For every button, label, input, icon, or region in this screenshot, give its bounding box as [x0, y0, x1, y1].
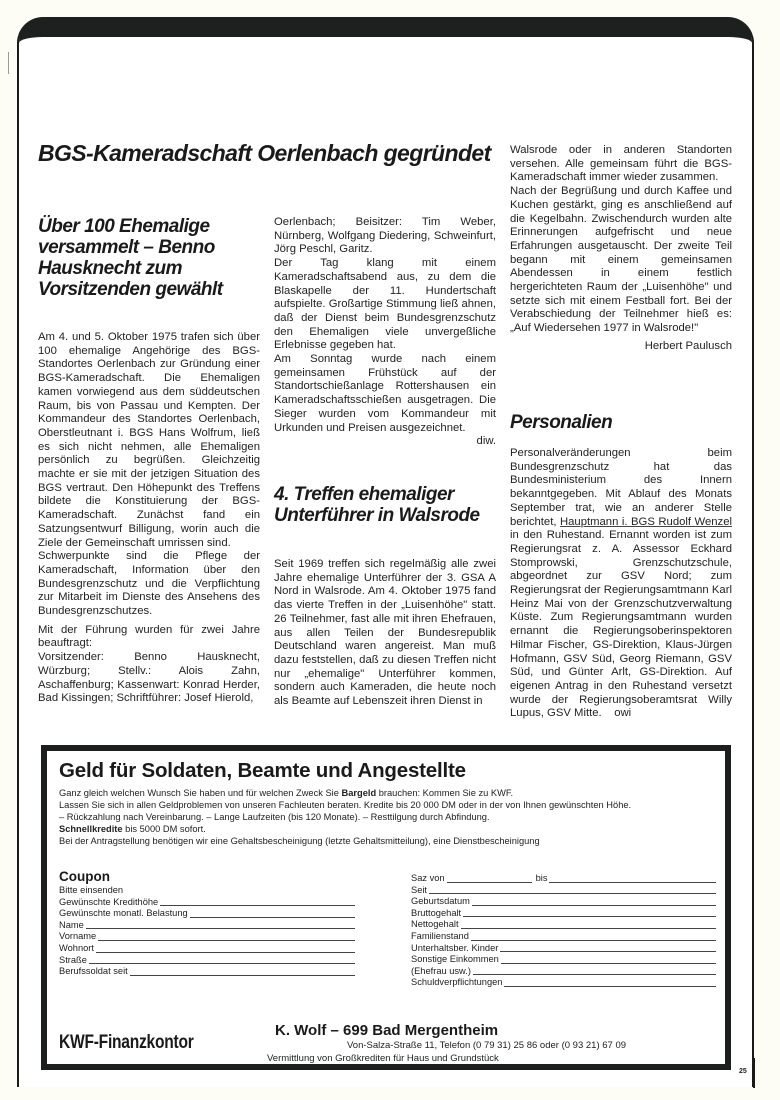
field-label: Straße	[59, 954, 87, 965]
author-signature: diw.	[476, 435, 496, 448]
field-line[interactable]	[473, 974, 716, 975]
field-line[interactable]	[471, 940, 716, 941]
field-label: Bruttogehalt	[411, 907, 462, 918]
coupon-field[interactable]	[59, 943, 355, 955]
article-title: BGS-Kameradschaft Oerlenbach gegründet	[38, 140, 491, 166]
field-label: Schuldverpflichtungen	[411, 977, 503, 988]
field-label: Nettogehalt	[411, 919, 459, 930]
field-line[interactable]	[98, 940, 355, 941]
field-label: Familienstand	[411, 930, 469, 941]
company-name: K. Wolf – 699 Bad Mergentheim	[275, 1022, 499, 1039]
paragraph	[510, 447, 732, 721]
field-line[interactable]	[160, 905, 355, 906]
author-signature: Herbert Paulusch	[644, 339, 732, 352]
field-label: Wohnort	[59, 942, 94, 953]
coupon-field[interactable]	[59, 897, 355, 909]
coupon-field[interactable]	[59, 966, 355, 978]
paragraph: Am Sonntag wurde nach einem gemeinsamen Frühstück auf der Standortschießanlage Rottershausen ein Kameradschaftsschießen ausgetragen. Die Sieger wurden vom Kommandeur mit Urkunden und Preisen ausgezeichnet.	[274, 353, 496, 434]
field-line[interactable]	[501, 963, 716, 964]
article-subtitle: Über 100 Ehemalige versammelt – Benno Hausknecht zum Vorsitzenden gewählt	[38, 216, 223, 300]
advertisement	[41, 745, 731, 1070]
field-label: Vorname	[59, 931, 97, 942]
ad-headline: Geld für Soldaten, Beamte und Angestellte	[59, 759, 466, 782]
coupon-field[interactable]	[59, 955, 355, 967]
bold-text: Bargeld	[341, 788, 377, 798]
paragraph: Vorsitzender: Benno Hausknecht, Würzburg; Stellv.: Alois Zahn, Aschaffenburg; Kassenwart: Konrad Herder, Bad Kissingen; Schriftführer: Josef Hierold,	[38, 651, 260, 705]
field-label: Seit	[411, 884, 428, 895]
field-label: bis	[535, 873, 548, 883]
paragraph: Oerlenbach; Beisitzer: Tim Weber, Nürnberg, Wolfgang Diedering, Schweinfurt, Jörg Peschl, Garitz.	[274, 216, 496, 256]
field-line[interactable]	[89, 963, 355, 964]
article-title: 4. Treffen ehemaliger Unterführer in Walsrode	[274, 484, 480, 526]
page-number: 25	[739, 1068, 747, 1075]
field-line[interactable]	[500, 951, 716, 952]
coupon-right-fields	[411, 873, 716, 989]
coupon-field[interactable]	[59, 931, 355, 943]
page-edge-rule	[753, 1058, 755, 1088]
company-logo: KWF-Finanzkontor	[59, 1032, 194, 1053]
field-line[interactable]	[96, 952, 355, 953]
ad-line: Lassen Sie sich in allen Geldproblemen von unseren Fachleuten beraten. Kredite bis 20 000 DM oder in der von Ihnen gewünschten Höhe.	[59, 800, 632, 810]
company-address: Von-Salza-Straße 11, Telefon (0 79 31) 25 86 oder (0 93 21) 67 09	[347, 1040, 627, 1051]
author-signature: owi	[614, 707, 632, 720]
paragraph: Mit der Führung wurden für zwei Jahre beauftragt:	[38, 623, 260, 650]
field-line[interactable]	[429, 893, 716, 894]
coupon-field[interactable]	[411, 954, 716, 966]
coupon-field[interactable]	[59, 920, 355, 932]
field-label: (Ehefrau usw.)	[411, 965, 471, 976]
coupon-field[interactable]	[411, 896, 716, 908]
paragraph: Am 4. und 5. Oktober 1975 trafen sich über 100 ehemalige Angehörige des BGS-Standortes Oerlenbach zur Gründung einer BGS-Kameradschaft. Die Ehemaligen kamen vorwiegend aus dem süddeutschen Raum, bis von Passau und Kempten. Der Kommandeur des Standortes Oerlenbach, Oberstleutnant i. BGS Hans Wolfrum, ließ es sich nicht nehmen, alle Ehemaligen persönlich zu begrüßen. Gleichzeitig machte er sie mit der jetzigen Situation des BGS vertraut. Den Höhepunkt des Treffens bildete die Konstituierung der BGS-Kameradschaft. Zunächst fand ein Satzungsentwurf Billigung, worin auch die Ziele der Gemeinschaft umrissen sind.	[38, 331, 260, 549]
ad-body	[59, 787, 719, 847]
ad-line	[59, 823, 719, 835]
field-label: Name	[59, 919, 84, 930]
coupon-field[interactable]	[411, 966, 716, 978]
field-line[interactable]	[447, 882, 532, 883]
text: Personalveränderungen beim Bundesgrenzschutz hat das Bundesministerium des Innern bekanntgegeben. Mit Ablauf des Monats September trat, wie an anderer Stelle berichtet,	[510, 447, 732, 528]
coupon-title: Coupon	[59, 869, 110, 884]
text: bis 5000 DM sofort.	[122, 824, 206, 834]
company-note: Vermittlung von Großkrediten für Haus und Grundstück	[267, 1053, 499, 1064]
coupon-field[interactable]	[411, 919, 716, 931]
field-label: Berufssoldat seit	[59, 966, 128, 977]
ad-line: – Rückzahlung nach Vereinbarung. – Lange Laufzeiten (bis 120 Monate). – Resttilgung durch Abfindung.	[59, 812, 490, 822]
field-label: Gewünschte monatl. Belastung	[59, 908, 188, 919]
coupon-field[interactable]	[59, 908, 355, 920]
paragraph: Walsrode oder in anderen Standorten versehen. Alle gemeinsam führt die BGS-Kameradschaft immer wieder zusammen.	[510, 144, 732, 184]
field-label: Sonstige Einkommen	[411, 954, 499, 965]
field-label: Unterhaltsber. Kinder	[411, 942, 499, 953]
article2-column2	[274, 558, 496, 709]
field-line[interactable]	[190, 917, 355, 918]
coupon-field[interactable]	[411, 908, 716, 920]
paragraph: Seit 1969 treffen sich regelmäßig alle zwei Jahre ehemalige Unterführer der 3. GSA A Nord in Walsrode. Am 4. Oktober 1975 fand das vierte Treffen in der „Luisenhöhe" statt. 26 Teilnehmer, fast alle mit ihren Ehefrauen, aus allen Teilen der Bundesrepublik Deutschland waren angereist. Man muß dazu feststellen, daß zu diesen Treffen nicht nur „ehemalige" Unterführer kommen, sondern auch Kameraden, die heute noch als Beamte auf Lebenszeit ihren Dienst in	[274, 558, 496, 708]
coupon-field[interactable]	[411, 977, 716, 989]
paragraph: Der Tag klang mit einem Kameradschaftsabend aus, zu dem die Blaskapelle der 11. Hundertschaft aufspielte. Großartige Stimmung ließ ahnen, daß der Dienst beim Bundesgrenzschutz den Ehemaligen viele unvergeßliche Erlebnisse gegeben hat.	[274, 257, 496, 352]
field-line[interactable]	[130, 975, 355, 976]
bold-text: Schnellkredite	[59, 824, 123, 834]
coupon-field[interactable]	[411, 931, 716, 943]
field-line[interactable]	[86, 928, 355, 929]
article-title: Personalien	[510, 412, 613, 433]
coupon-left-fields	[59, 885, 355, 978]
field-line[interactable]	[461, 928, 716, 929]
coupon-field[interactable]	[411, 885, 716, 897]
scan-edge-mark	[8, 52, 9, 74]
coupon-field-rate[interactable]	[411, 873, 716, 885]
text: brauchen: Kommen Sie zu KWF.	[376, 788, 514, 798]
coupon-instruction	[59, 885, 355, 897]
article1-column2	[274, 216, 496, 449]
ad-line	[59, 787, 719, 799]
article3-column3	[510, 447, 732, 721]
article2-column3	[510, 144, 732, 354]
field-label: Gewünschte Kredithöhe	[59, 896, 159, 907]
text: in den Ruhestand. Ernannt worden ist zum Regierungsrat z. A. Assessor Eckhard Stomprowski, Grenzschutzschule, abgeordnet zur GSV Nord; zum Regierungsrat der Regierungsamtmann Karl Heinz Mai von der Grenzschutzverwaltung Küste. Zum Regierungsamtmann wurden ernannt die Regierungsoberinspektoren Hilmar Fischer, GS-Direktion, Klaus-Jürgen Hofmann, GSV Süd, Georg Riemann, GSV Süd, und Günter Arlt, GS-Direktion. Auf eigenen Antrag in den Ruhestand versetzt wurde der Regierungsoberamtsrat Willy Lupus, GSV Mitte.	[510, 529, 732, 720]
paragraph: Nach der Begrüßung und durch Kaffee und Kuchen gestärkt, ging es anschließend auf die Kegelbahn. Zwischendurch wurden alte Erinnerungen aufgefrischt und neue Erfahrungen ausgetauscht. Der zweite Teil begann mit einem gemeinsamen Abendessen in einem festlich hergerichteten Raum der „Luisenhöhe" und setzte sich mit einem Festball fort. Bei der Verabschiedung der Teilnehmer hieß es: „Auf Wiedersehen 1977 in Walsrode!"	[510, 185, 732, 335]
field-line[interactable]	[472, 905, 716, 906]
field-label: Geburtsdatum	[411, 896, 470, 907]
field-line[interactable]	[549, 882, 716, 883]
ad-line: Bei der Antragstellung benötigen wir eine Gehaltsbescheinigung (letzte Gehaltsmitteilung), eine Dienstbescheinigung	[59, 836, 540, 846]
field-label: Saz von	[411, 873, 445, 883]
field-line[interactable]	[463, 916, 716, 917]
label: Bitte einsenden	[59, 885, 124, 895]
text: Ganz gleich welchen Wunsch Sie haben und für welchen Zweck Sie	[59, 788, 342, 798]
paragraph: Schwerpunkte sind die Pflege der Kameradschaft, Information über den Bundesgrenzschutz und die Verpflichtung zur Mitarbeit im Dienste des Ansehens des Bundesgrenzschutzes.	[38, 550, 260, 618]
field-line[interactable]	[504, 986, 716, 987]
underlined-text: Hauptmann i. BGS Rudolf Wenzel	[559, 515, 732, 528]
coupon-field[interactable]	[411, 943, 716, 955]
article1-column1	[38, 331, 260, 706]
